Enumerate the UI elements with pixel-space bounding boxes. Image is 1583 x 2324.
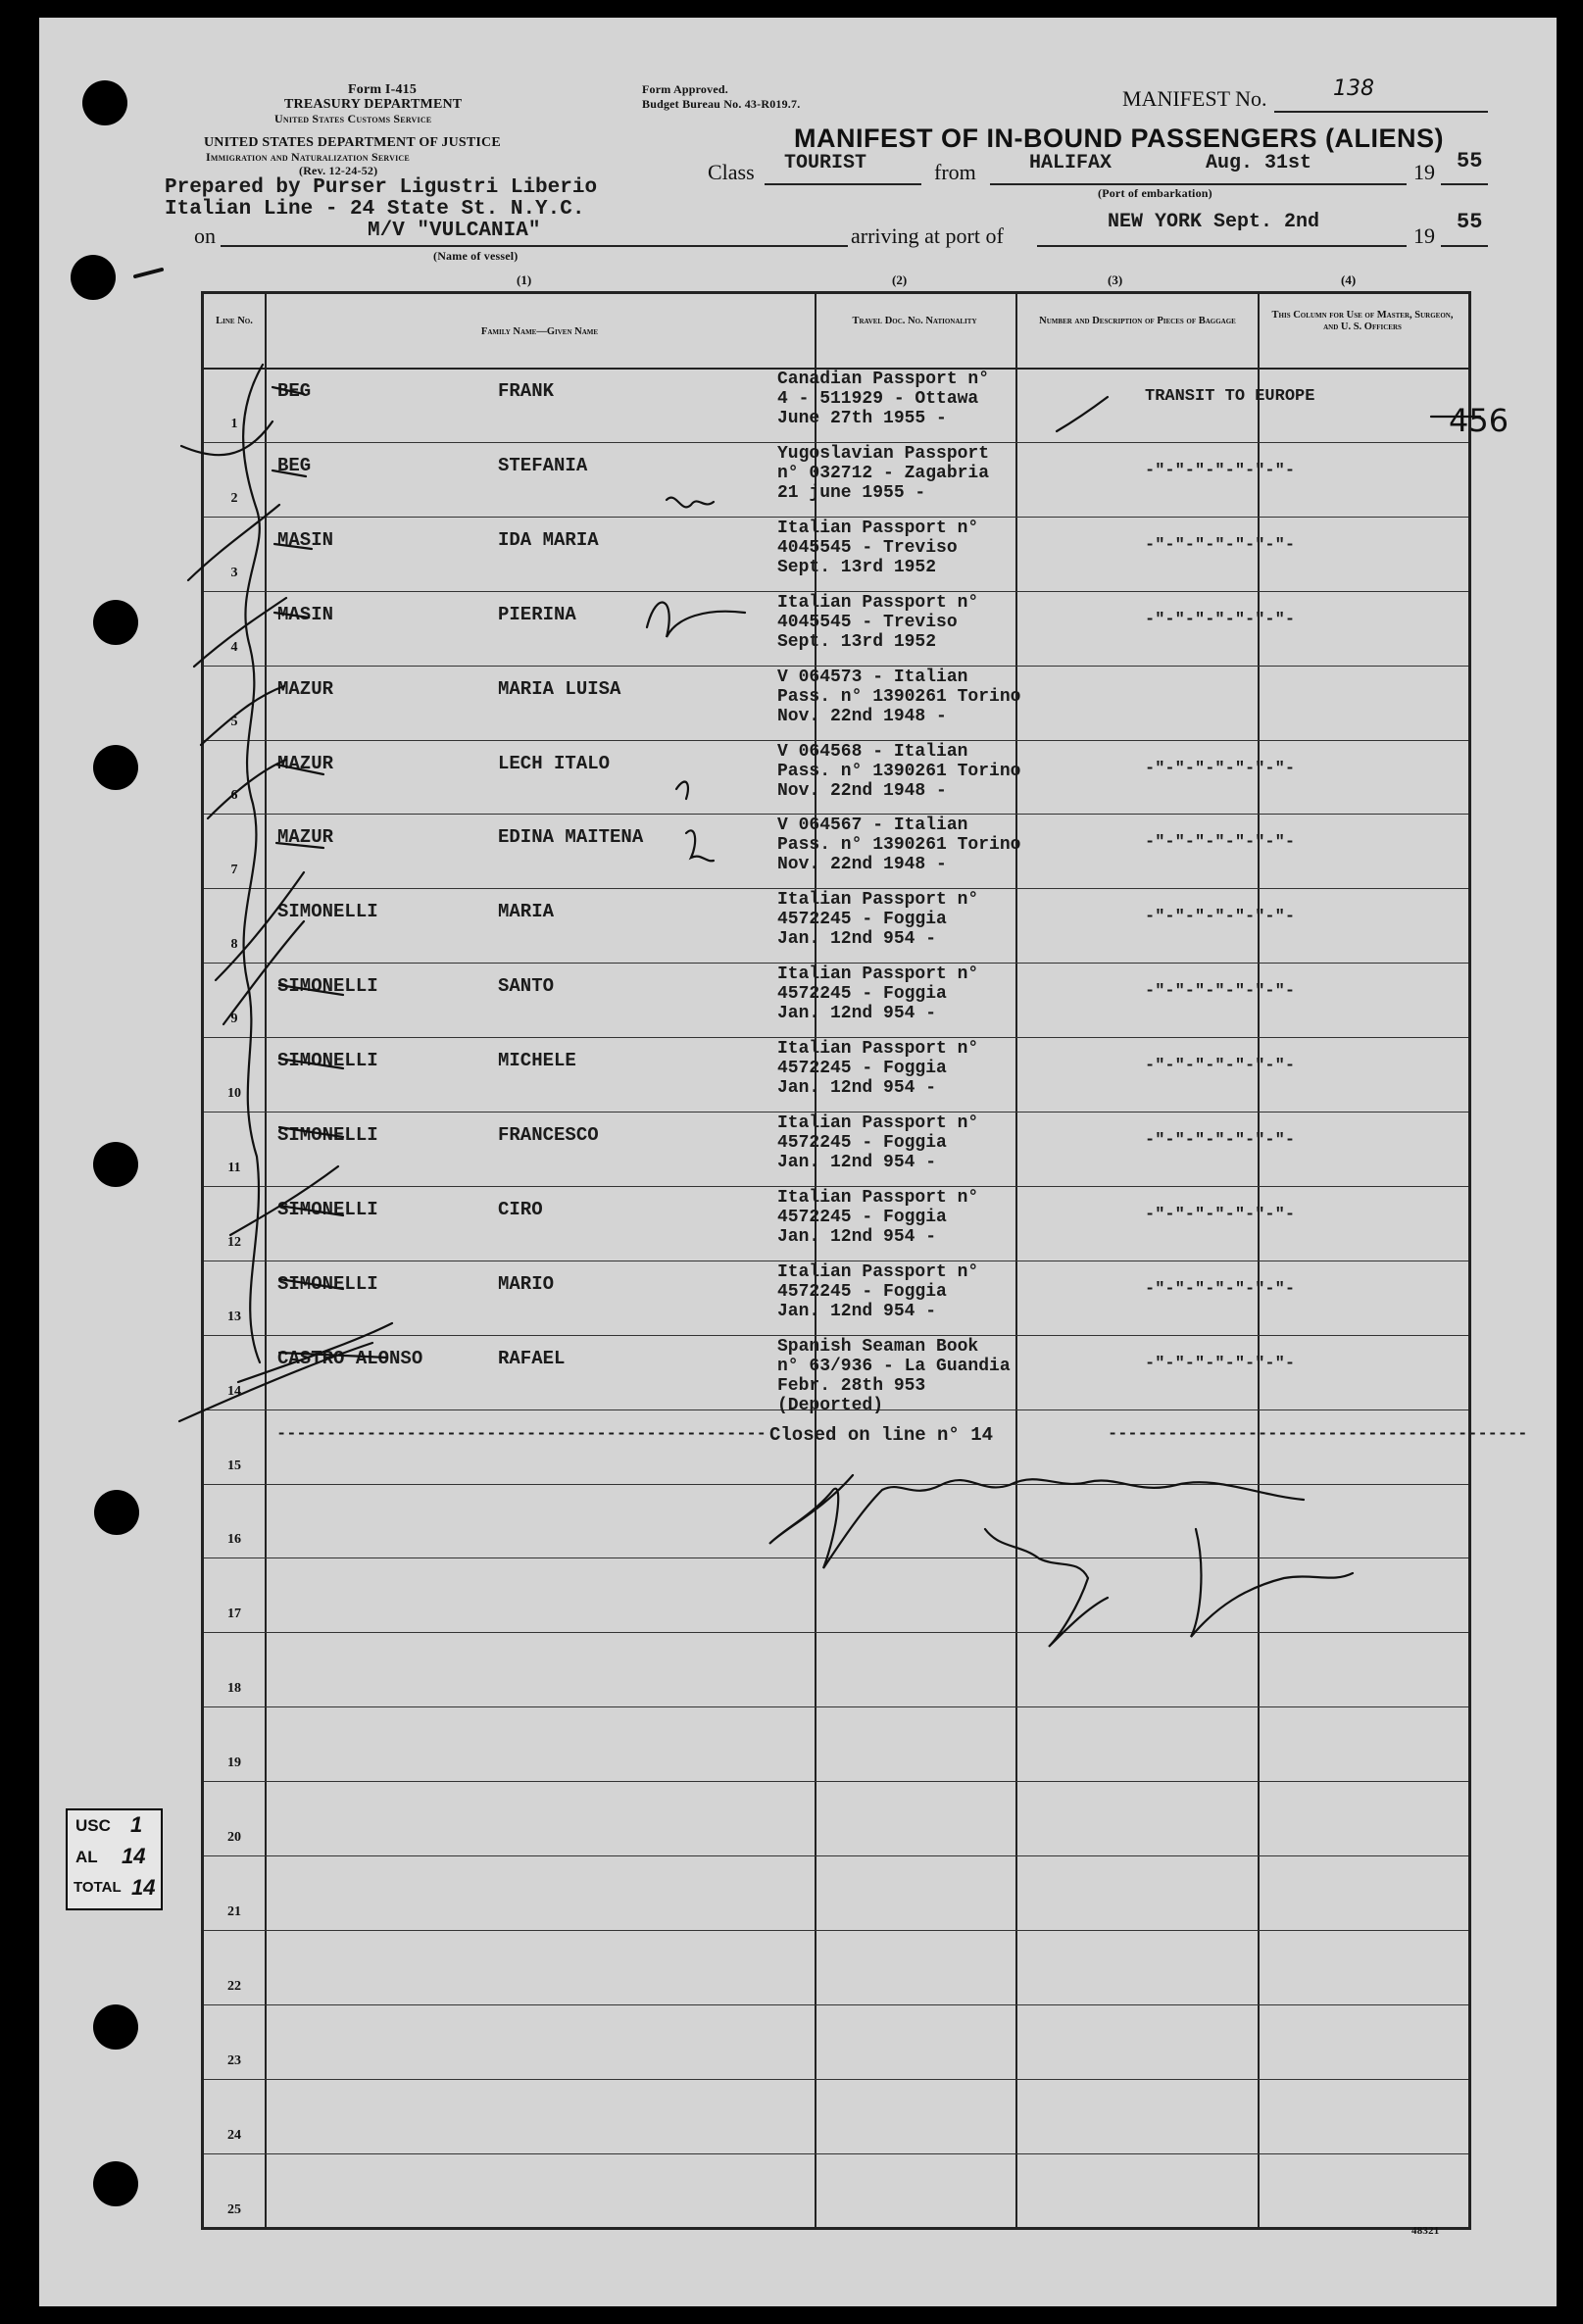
given-name: FRANCESCO [498,1124,599,1146]
embarkation-year: 55 [1457,149,1483,173]
line-number: 6 [230,788,238,804]
travel-document-line: 4045545 - Treviso [777,537,958,558]
baggage-description: -"-"-"-"-"-"-"- [1145,1057,1296,1076]
revision: (Rev. 12-24-52) [299,164,378,177]
on-label: on [194,223,216,248]
travel-document-line: Nov. 22nd 1948 - [777,706,947,726]
baggage-description: -"-"-"-"-"-"-"- [1145,1205,1296,1224]
baggage-description: -"-"-"-"-"-"-"- [1145,759,1296,778]
line-number: 8 [230,937,238,953]
family-name: MAZUR [277,826,334,849]
given-name: SANTO [498,975,555,998]
arrival-port: NEW YORK Sept. 2nd [1108,211,1320,233]
class-label: Class [708,160,755,184]
given-name: LECH ITALO [498,752,611,774]
given-name: MARIO [498,1272,555,1295]
line-number: 3 [230,565,238,580]
travel-document-line: Italian Passport n° [777,1187,979,1208]
manifest-number: 138 [1333,76,1374,101]
travel-document-line: Jan. 12nd 954 - [777,1153,937,1172]
closing-dashes-left: ------------------------------------------------- [276,1425,767,1444]
family-name: SIMONELLI [277,1198,378,1220]
arrival-year: 55 [1457,210,1483,234]
stamp-al-label: AL [75,1848,98,1866]
treasury-dept: TREASURY DEPARTMENT [284,97,463,112]
baggage-description: -"-"-"-"-"-"-"- [1145,833,1296,853]
given-name: MARIA LUISA [498,677,621,700]
travel-document-line: 21 june 1955 - [777,482,926,503]
baggage-description: -"-"-"-"-"-"-"- [1145,908,1296,927]
travel-document-line: Jan. 12nd 954 - [777,929,937,950]
closing-text: Closed on line n° 14 [769,1424,994,1446]
travel-document-line: Canadian Passport n° [777,370,990,389]
baggage-description: -"-"-"-"-"-"-"- [1145,461,1296,480]
line-number-header: Line No. [216,316,253,326]
column-number-2: (2) [892,272,908,287]
manifest-number-label: MANIFEST No. [1122,86,1267,111]
manifest-title: MANIFEST OF IN-BOUND PASSENGERS (ALIENS) [794,124,1445,153]
travel-document-line: V 064573 - Italian [777,667,968,687]
travel-document-line: Sept. 13rd 1952 [777,557,937,577]
travel-document-line: Italian Passport n° [777,1261,979,1282]
stamp-usc-value: 1 [130,1812,143,1837]
vessel-name: M/V "VULCANIA" [368,220,541,242]
line-number: 5 [230,714,238,729]
family-name: MAZUR [277,677,334,700]
family-name: SIMONELLI [277,975,378,998]
travel-document-line: Pass. n° 1390261 Torino [777,761,1021,781]
family-name: SIMONELLI [277,1272,378,1295]
travel-document-line: Nov. 22nd 1948 - [777,780,947,801]
travel-document-line: V 064568 - Italian [777,741,968,762]
travel-document-line: 4 - 511929 - Ottawa [777,389,979,409]
travel-document-line: Pass. n° 1390261 Torino [777,686,1021,707]
line-number: 22 [227,1978,241,1994]
travel-document-line: Jan. 12nd 954 - [777,1226,937,1247]
line-number: 24 [227,2127,241,2143]
column-number-1: (1) [517,272,532,287]
line-number: 7 [230,863,238,878]
form-approved: Form Approved. [642,82,728,96]
line-number: 9 [230,1012,238,1027]
travel-document-line: Italian Passport n° [777,964,979,985]
baggage-description: -"-"-"-"-"-"-"- [1145,535,1296,555]
given-name: STEFANIA [498,454,588,476]
arriving-label: arriving at port of [851,223,1004,248]
given-name: MICHELE [498,1050,576,1072]
line-number: 25 [227,2201,241,2217]
travel-document-line: 4572245 - Foggia [777,1281,947,1302]
travel-doc-header: Travel Doc. No. Nationality [852,316,977,326]
budget-bureau: Budget Bureau No. 43-R019.7. [642,97,801,111]
family-name: BEG [277,380,312,402]
baggage-description: TRANSIT TO EUROPE [1145,387,1315,406]
travel-document-line: Spanish Seaman Book [777,1336,979,1357]
family-name: MAZUR [277,752,334,774]
travel-document-line: Febr. 28th 953 [777,1375,926,1396]
vessel-caption: (Name of vessel) [433,249,519,263]
travel-document-line: Sept. 13rd 1952 [777,631,937,652]
line-number: 4 [230,639,238,655]
margin-number: 456 [1449,402,1509,439]
travel-document-line: 4572245 - Foggia [777,910,947,930]
stamp-al-value: 14 [122,1844,146,1868]
from-label: from [934,160,976,184]
form-code: 48321 [1411,2225,1440,2237]
family-name: BEG [277,454,312,476]
travel-document-line: Italian Passport n° [777,890,979,911]
line-number: 12 [227,1234,241,1250]
line-number: 21 [227,1904,241,1919]
line-number: 16 [227,1532,241,1548]
travel-document-line: 4572245 - Foggia [777,1059,947,1079]
travel-document-line: 4572245 - Foggia [777,1133,947,1153]
baggage-description: -"-"-"-"-"-"-"- [1145,1279,1296,1299]
customs-service: United States Customs Service [274,112,432,125]
travel-document-line: 4572245 - Foggia [777,984,947,1005]
given-name: CIRO [498,1198,543,1220]
baggage-description: -"-"-"-"-"-"-"- [1145,982,1296,1002]
travel-document-line: Jan. 12nd 954 - [777,1078,937,1099]
travel-document-line: Italian Passport n° [777,518,979,538]
port-caption: (Port of embarkation) [1098,186,1212,200]
column-number-3: (3) [1108,272,1123,287]
form-number: Form I-415 [348,82,418,97]
baggage-description: -"-"-"-"-"-"-"- [1145,1131,1296,1150]
line-number: 20 [227,1830,241,1845]
year-prefix: 19 [1413,160,1435,184]
line-number: 18 [227,1681,241,1697]
embarkation-port: HALIFAX [1029,152,1113,174]
prepared-by-line1: Prepared by Purser Ligustri Liberio [165,176,598,199]
family-name: MASIN [277,603,334,625]
line-number: 10 [227,1086,241,1101]
travel-document-line: 4045545 - Treviso [777,612,958,632]
family-name-header: Family Name—Given Name [480,326,599,337]
count-stamp [66,1808,163,1910]
officers-header: This Column for Use of Master, Surgeon, and U. S. Officers [1271,310,1454,332]
travel-document-line: V 064567 - Italian [777,816,968,836]
column-number-4: (4) [1341,272,1357,287]
class-value: TOURIST [784,152,867,174]
travel-document-line: Jan. 12nd 954 - [777,1004,937,1024]
line-number: 17 [227,1607,241,1622]
family-name: MASIN [277,528,334,551]
baggage-header: Number and Description of Pieces of Baggage [1039,316,1236,326]
given-name: FRANK [498,380,555,402]
line-number: 14 [227,1383,241,1399]
line-number: 1 [230,416,238,431]
line-number: 2 [230,490,238,506]
line-number: 15 [227,1458,241,1473]
closing-dashes-right: ------------------------------------------ [1108,1425,1528,1444]
travel-document-line: Jan. 12nd 954 - [777,1301,937,1321]
family-name: SIMONELLI [277,901,378,923]
family-name: CASTRO ALONSO [277,1347,423,1369]
given-name: MARIA [498,901,555,923]
travel-document-line: Italian Passport n° [777,1113,979,1133]
stamp-total-label: TOTAL [74,1879,122,1896]
stamp-usc-label: USC [75,1816,111,1835]
travel-document-line: Italian Passport n° [777,592,979,613]
embarkation-date: Aug. 31st [1206,152,1312,174]
given-name: EDINA MAITENA [498,826,644,849]
given-name: RAFAEL [498,1347,566,1369]
travel-document-line: Pass. n° 1390261 Torino [777,835,1021,856]
given-name: PIERINA [498,603,576,625]
baggage-description: -"-"-"-"-"-"-"- [1145,1354,1296,1373]
line-number: 23 [227,2052,241,2068]
family-name: SIMONELLI [277,1050,378,1072]
stamp-total-value: 14 [131,1875,156,1900]
line-number: 13 [227,1309,241,1324]
justice-dept: UNITED STATES DEPARTMENT OF JUSTICE [204,135,501,150]
given-name: IDA MARIA [498,528,599,551]
travel-document-line: (Deported) [777,1395,884,1415]
arrival-year-prefix: 19 [1413,223,1435,248]
travel-document-line: n° 63/936 - La Guandia [777,1356,1011,1376]
travel-document-line: Nov. 22nd 1948 - [777,855,947,875]
travel-document-line: Italian Passport n° [777,1039,979,1060]
travel-document-line: n° 032712 - Zagabria [777,463,990,483]
family-name: SIMONELLI [277,1124,378,1146]
prepared-by-line2: Italian Line - 24 State St. N.Y.C. [165,198,585,221]
line-number: 19 [227,1755,241,1771]
line-number: 11 [227,1160,241,1175]
baggage-description: -"-"-"-"-"-"-"- [1145,610,1296,629]
travel-document-line: Yugoslavian Passport [777,443,990,464]
ins-service: Immigration and Naturalization Service [206,150,410,164]
travel-document-line: 4572245 - Foggia [777,1207,947,1227]
travel-document-line: June 27th 1955 - [777,409,947,428]
